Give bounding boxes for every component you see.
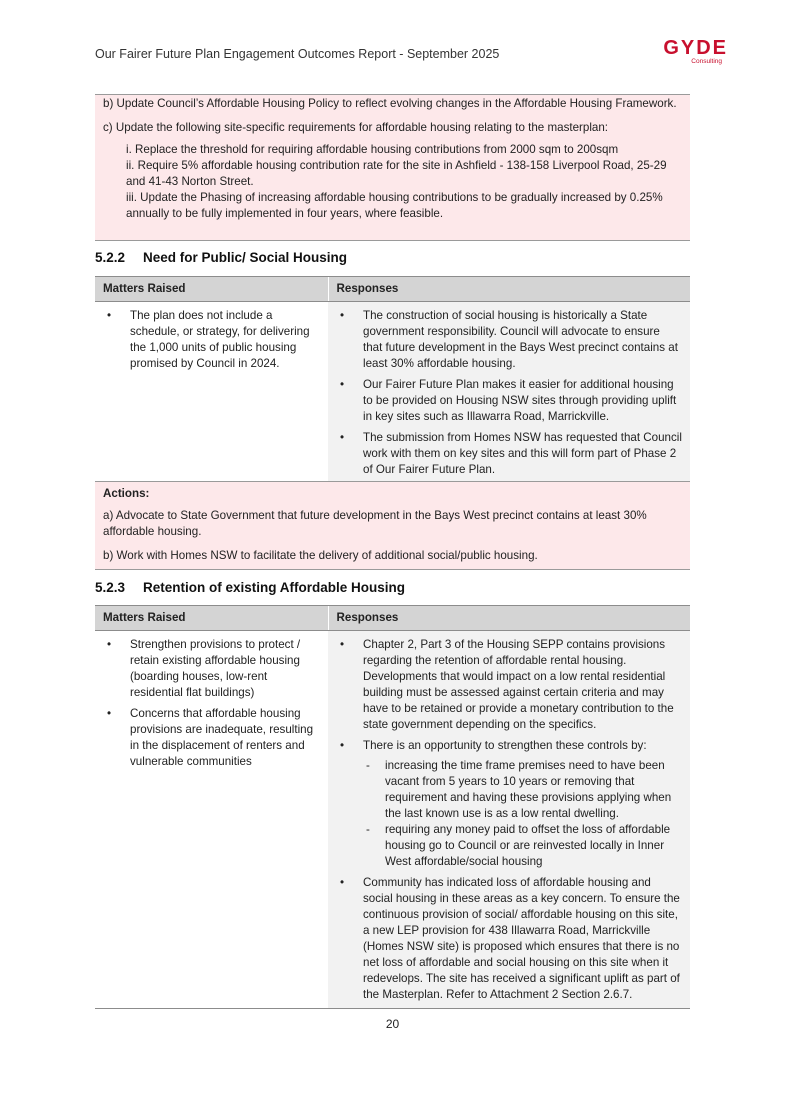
gyde-logo xyxy=(636,38,728,66)
section-heading-522 xyxy=(95,250,347,266)
response-item: • The construction of social housing is historically a State government responsibility. Council will advocate to ensure that future development in the Bays West precinct contains at least 30% affordable housing. xyxy=(336,308,682,372)
section-title: Need for Public/ Social Housing xyxy=(143,250,348,265)
page-number: 20 xyxy=(385,1017,400,1031)
matter-item: • Strengthen provisions to protect / retain existing affordable housing (boarding houses, low-rent residential flat buildings) xyxy=(103,637,320,701)
section-number: 5.2.3 xyxy=(95,580,126,595)
col-matters-raised: Matters Raised xyxy=(95,277,328,302)
responses-cell xyxy=(328,631,690,1009)
matters-cell xyxy=(95,631,328,1009)
response-item: • Chapter 2, Part 3 of the Housing SEPP contains provisions regarding the retention of affordable rental housing. Developments that would impact on a low rental residential building must be assessed against certain criteria and may have to be retained or provide a monetary contribution to the state government depending on the specifics. xyxy=(336,637,682,733)
response-item: • Our Fairer Future Plan makes it easier for additional housing to be provided on Housing NSW sites through providing uplift in key sites such as Illawarra Road, Marrickville. xyxy=(336,377,682,425)
response-sublist xyxy=(363,758,682,870)
section-number: 5.2.2 xyxy=(95,250,126,265)
section-title: Retention of existing Affordable Housing xyxy=(143,580,405,595)
response-item-with-sublist xyxy=(336,738,682,870)
response-item-text: There is an opportunity to strengthen these controls by: xyxy=(363,739,647,752)
response-item: • The submission from Homes NSW has requested that Council work with them on key sites and this will form part of Phase 2 of Our Fairer Future Plan. xyxy=(336,430,682,478)
response-subitem: - requiring any money paid to offset the loss of affordable housing go to Council or are reinvested locally in Inner West affordable/social housing xyxy=(363,822,682,870)
site-requirements-list xyxy=(103,142,682,222)
site-requirement-item: ii. Require 5% affordable housing contribution rate for the site in Ashfield - 138-158 Liverpool Road, 25-29 and 41-43 Norton Street. xyxy=(126,159,667,188)
matters-table-523 xyxy=(95,605,690,1009)
logo-text: GYDE xyxy=(663,37,728,59)
action-item: a) Advocate to State Government that future development in the Bays West precinct contains at least 30% affordable housing. xyxy=(103,509,647,538)
report-title: Our Fairer Future Plan Engagement Outcomes Report - September 2025 xyxy=(95,47,500,61)
action-c: c) Update the following site-specific requirements for affordable housing relating to the masterplan: xyxy=(103,121,609,134)
logo-subtext: Consulting xyxy=(691,58,722,65)
response-item: • Community has indicated loss of affordable housing and social housing in these areas as a key concern. To ensure the continuous provision of social/ affordable housing on this site, a new LEP provision for 438 Illawarra Road, Marrickville (Homes NSW site) is proposed which ensures that there is no net loss of affordable and social housing on this site when it redevelops. The site has received a significant uplift as part of the Masterplan. Refer to Attachment 2 Section 2.6.7. xyxy=(336,875,682,1003)
actions-title: Actions: xyxy=(103,487,150,500)
actions-box-continued xyxy=(95,94,690,241)
actions-box-522 xyxy=(95,481,690,570)
section-heading-523 xyxy=(95,580,405,596)
response-subitem: - increasing the time frame premises need to have been vacant from 5 years to 10 years or removing that requirement and having these provisions applying when the last known use is as a low rental dwelling. xyxy=(363,758,682,822)
site-requirement-item: i. Replace the threshold for requiring affordable housing contributions from 2000 sqm to 200sqm xyxy=(126,143,619,156)
action-item: b) Work with Homes NSW to facilitate the delivery of additional social/public housing. xyxy=(103,549,538,562)
responses-cell xyxy=(328,302,690,484)
matters-table-522 xyxy=(95,276,690,484)
col-matters-raised: Matters Raised xyxy=(95,606,328,631)
col-responses: Responses xyxy=(328,277,690,302)
matter-item: • Concerns that affordable housing provisions are inadequate, resulting in the displacement of renters and vulnerable communities xyxy=(103,706,320,770)
matter-item: • The plan does not include a schedule, or strategy, for delivering the 1,000 units of public housing promised by Council in 2024. xyxy=(103,308,320,372)
col-responses: Responses xyxy=(328,606,690,631)
site-requirement-item: iii. Update the Phasing of increasing affordable housing contributions to be gradually increased by 0.25% annually to be fully implemented in four years, where feasible. xyxy=(126,191,663,220)
matters-cell xyxy=(95,302,328,484)
action-b: b) Update Council’s Affordable Housing Policy to reflect evolving changes in the Affordable Housing Framework. xyxy=(103,97,677,110)
